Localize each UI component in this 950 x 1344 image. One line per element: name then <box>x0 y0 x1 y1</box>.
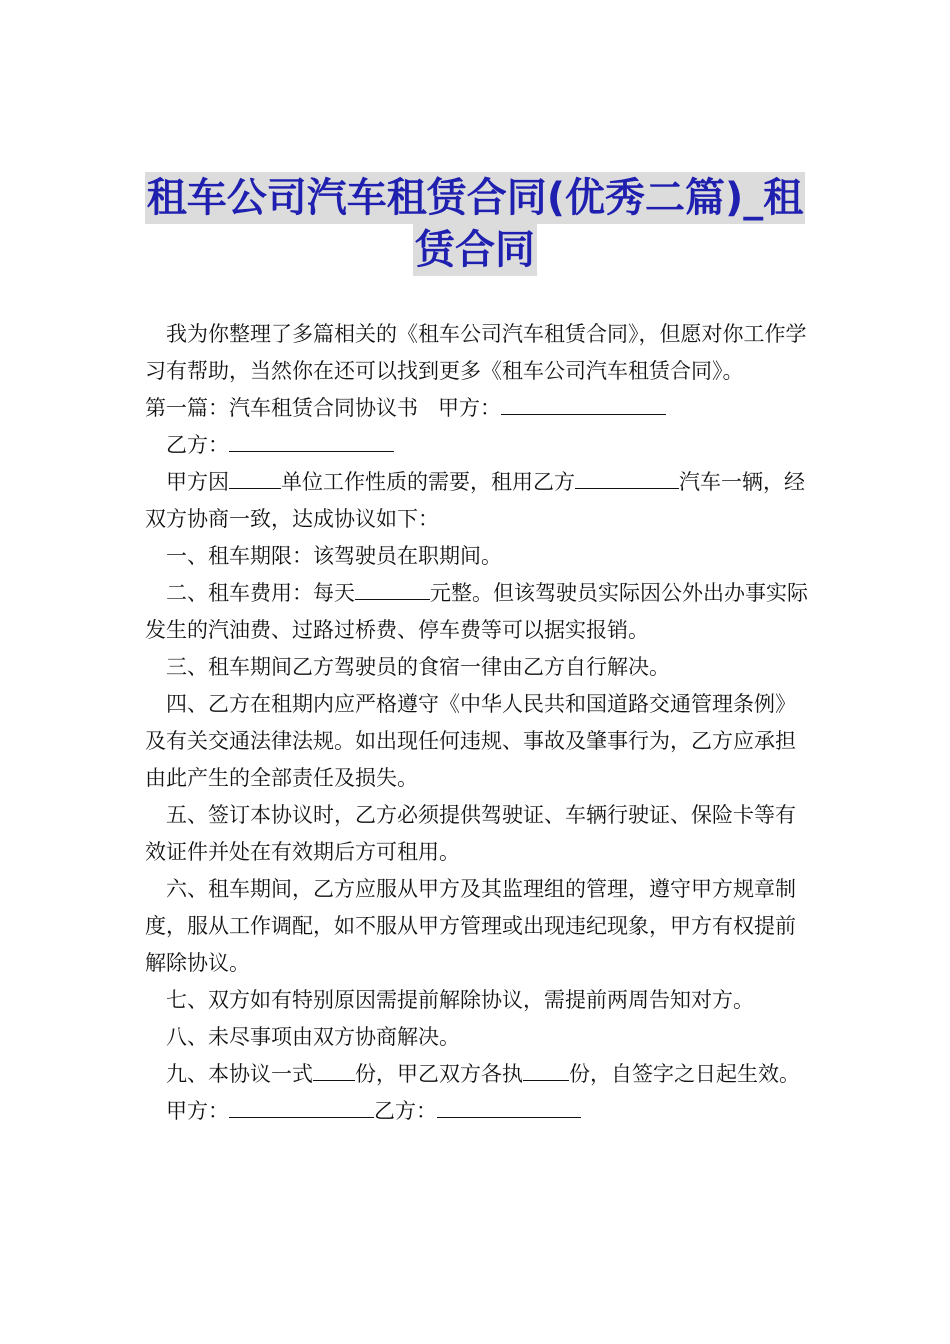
clause-7: 七、双方如有特别原因需提前解除协议，需提前两周告知对方。 <box>166 988 754 1012</box>
document-title <box>0 172 950 276</box>
party-b-line <box>145 427 813 464</box>
reason-text-1: 甲方因 <box>166 470 229 494</box>
car-blank <box>575 466 679 489</box>
clause-9-text-2: 份，甲乙双方各执 <box>355 1062 523 1086</box>
daily-fee-blank <box>355 577 430 600</box>
reason-text-3: 汽车一辆，经双方协商一致，达成协议如下： <box>145 470 805 531</box>
clause-2-text-2: 元整。但该驾驶员实际因公外出办事实际发生的汽油费、过路过桥费、停车费等可以据实报销。 <box>145 581 808 642</box>
section-heading-line <box>145 390 813 427</box>
clause-9-text-1: 九、本协议一式 <box>166 1062 313 1086</box>
clause-8: 八、未尽事项由双方协商解决。 <box>166 1025 460 1049</box>
copies-blank <box>313 1058 355 1081</box>
clause-2-text-1: 二、租车费用：每天 <box>166 581 355 605</box>
signature-party-a-blank <box>229 1095 374 1118</box>
clause-3: 三、租车期间乙方驾驶员的食宿一律由乙方自行解决。 <box>166 655 670 679</box>
clause-5: 五、签订本协议时，乙方必须提供驾驶证、车辆行驶证、保险卡等有效证件并处在有效期后方可租用。 <box>145 803 796 864</box>
clause-9 <box>145 1056 813 1093</box>
clause-4: 四、乙方在租期内应严格遵守《中华人民共和国道路交通管理条例》及有关交通法律法规。如出现任何违规、事故及肇事行为，乙方应承担由此产生的全部责任及损失。 <box>145 692 796 790</box>
section-heading: 第一篇：汽车租赁合同协议书 <box>145 396 418 420</box>
signature-party-a-label: 甲方： <box>166 1099 229 1123</box>
signature-line <box>145 1093 813 1130</box>
document-body <box>145 316 813 1130</box>
clause-2 <box>145 575 813 649</box>
each-copies-blank <box>523 1058 569 1081</box>
party-b-blank <box>229 429 394 452</box>
reason-paragraph <box>145 464 813 538</box>
reason-text-2: 单位工作性质的需要，租用乙方 <box>281 470 575 494</box>
signature-party-b-label: 乙方： <box>374 1099 437 1123</box>
clause-1: 一、租车期限：该驾驶员在职期间。 <box>166 544 502 568</box>
clause-6: 六、租车期间，乙方应服从甲方及其监理组的管理，遵守甲方规章制度，服从工作调配，如不服从甲方管理或出现违纪现象，甲方有权提前解除协议。 <box>145 877 796 975</box>
party-a-blank <box>501 392 666 415</box>
clause-9-text-3: 份，自签字之日起生效。 <box>569 1062 800 1086</box>
unit-blank <box>229 466 281 489</box>
signature-party-b-blank <box>437 1095 581 1118</box>
party-a-label: 甲方： <box>438 396 502 420</box>
party-b-label: 乙方： <box>166 433 229 457</box>
document-title-line-2: 赁合同 <box>413 224 537 276</box>
document-title-line-1: 租车公司汽车租赁合同(优秀二篇)_租 <box>145 172 806 224</box>
intro-paragraph: 我为你整理了多篇相关的《租车公司汽车租赁合同》，但愿对你工作学习有帮助，当然你在还可以找到更多《租车公司汽车租赁合同》。 <box>145 322 807 383</box>
